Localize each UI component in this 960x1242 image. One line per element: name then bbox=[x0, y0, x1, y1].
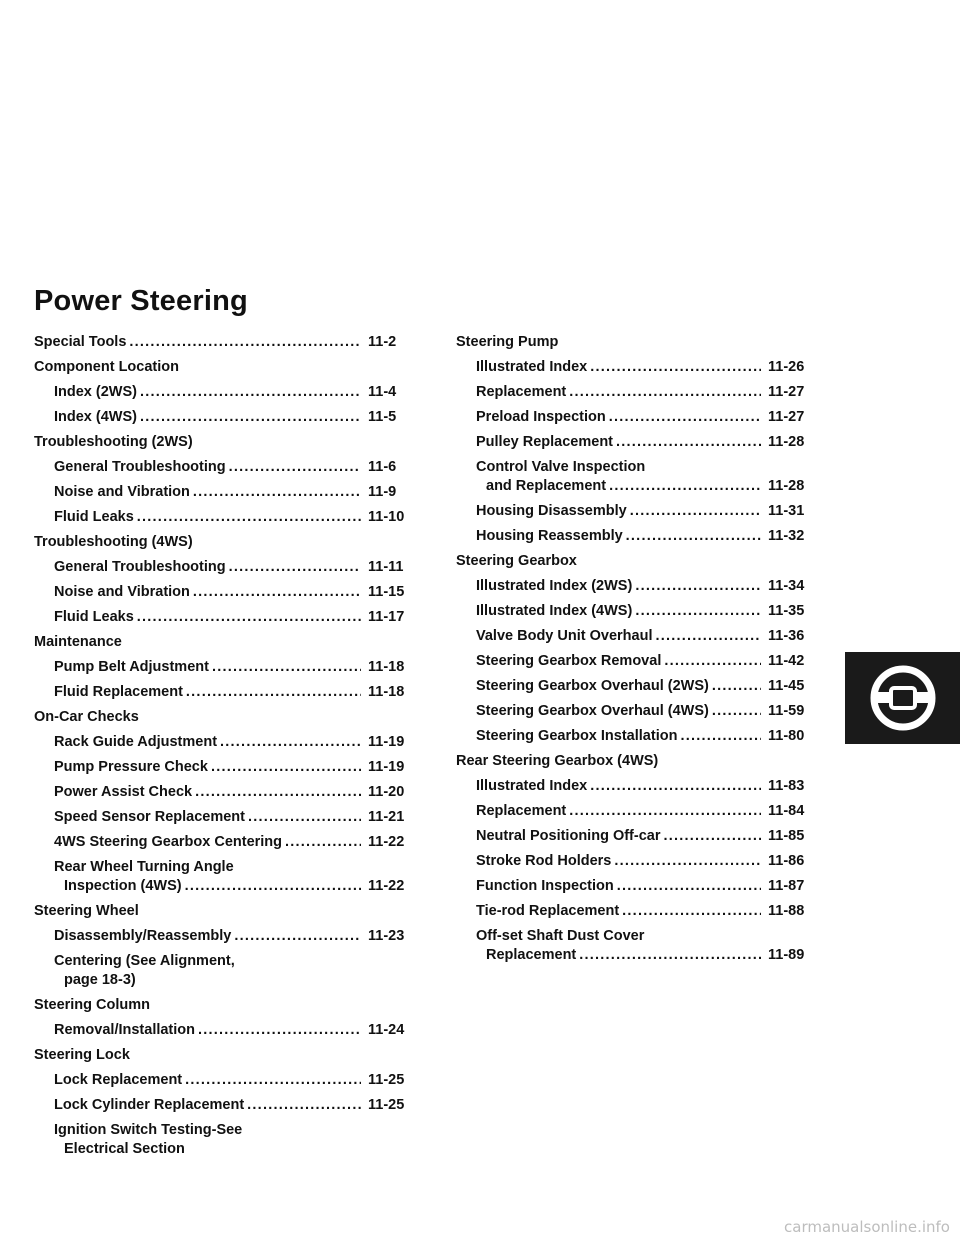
section-tab bbox=[845, 652, 960, 744]
toc-page-number: 11-27 bbox=[768, 409, 805, 425]
toc-entry bbox=[34, 833, 424, 852]
steering-wheel-icon bbox=[865, 662, 941, 734]
toc-section bbox=[34, 1046, 424, 1065]
dot-leader bbox=[680, 727, 761, 746]
toc-entry-text: Control Valve Inspection bbox=[476, 459, 646, 475]
dot-leader bbox=[186, 683, 361, 702]
toc-section-title: Steering Gearbox bbox=[456, 553, 577, 569]
dot-leader bbox=[712, 702, 761, 721]
toc-entry bbox=[34, 583, 424, 602]
dot-leader bbox=[622, 902, 761, 921]
toc-entry-text: 4WS Steering Gearbox Centering bbox=[54, 834, 283, 850]
toc-entry-text: Replacement bbox=[476, 803, 567, 819]
toc-entry bbox=[34, 733, 424, 752]
toc-entry-text: Lock Cylinder Replacement bbox=[54, 1097, 245, 1113]
toc-entry bbox=[456, 777, 824, 796]
toc-entry bbox=[34, 458, 424, 477]
dot-leader bbox=[220, 733, 361, 752]
toc-entry bbox=[34, 383, 424, 402]
toc-page-number: 11-28 bbox=[768, 434, 805, 450]
toc-entry bbox=[34, 508, 424, 527]
toc-section bbox=[34, 633, 424, 652]
toc-page-number: 11-15 bbox=[368, 584, 405, 600]
toc-entry-text: Fluid Leaks bbox=[54, 609, 134, 625]
toc-entry bbox=[34, 408, 424, 427]
toc-entry-text: and Replacement bbox=[486, 478, 607, 494]
toc-entry-text: Power Assist Check bbox=[54, 784, 193, 800]
toc-entry-text: Ignition Switch Testing-See bbox=[54, 1122, 243, 1138]
toc-entry-text: Steering Gearbox Overhaul (4WS) bbox=[476, 703, 709, 719]
toc-page-number: 11-19 bbox=[368, 759, 405, 775]
toc-page-number: 11-84 bbox=[768, 803, 805, 819]
toc-entry bbox=[456, 827, 824, 846]
toc-page-number: 11-83 bbox=[768, 778, 805, 794]
toc-entry bbox=[456, 627, 824, 646]
toc-entry-text: Tie-rod Replacement bbox=[476, 903, 620, 919]
dot-leader bbox=[193, 583, 361, 602]
toc-page-number: 11-17 bbox=[368, 609, 405, 625]
toc-entry bbox=[34, 658, 424, 677]
toc-right-column bbox=[456, 333, 824, 965]
dot-leader bbox=[579, 946, 761, 965]
toc-entry bbox=[456, 527, 824, 546]
toc-page-number: 11-89 bbox=[768, 947, 805, 963]
toc-entry-text: General Troubleshooting bbox=[54, 559, 226, 575]
toc-page-number: 11-5 bbox=[368, 409, 397, 425]
toc-section bbox=[34, 358, 424, 377]
toc-entry bbox=[34, 483, 424, 502]
toc-entry bbox=[456, 727, 824, 746]
dot-leader bbox=[569, 383, 761, 402]
dot-leader bbox=[137, 508, 361, 527]
dot-leader bbox=[185, 877, 361, 896]
toc-section-title: Troubleshooting (4WS) bbox=[34, 534, 193, 550]
dot-leader bbox=[211, 758, 361, 777]
dot-leader bbox=[664, 652, 761, 671]
toc-entry bbox=[456, 902, 824, 921]
toc-page-number: 11-88 bbox=[768, 903, 805, 919]
toc-entry bbox=[456, 702, 824, 721]
toc-entry-text: Off-set Shaft Dust Cover bbox=[476, 928, 645, 944]
toc-entry bbox=[456, 358, 824, 377]
dot-leader bbox=[655, 627, 761, 646]
toc-section-title: Rear Steering Gearbox (4WS) bbox=[456, 753, 659, 769]
dot-leader bbox=[569, 802, 761, 821]
toc-entry-text: Fluid Leaks bbox=[54, 509, 134, 525]
toc-entry-text: Rack Guide Adjustment bbox=[54, 734, 218, 750]
toc-page-number: 11-45 bbox=[768, 678, 805, 694]
dot-leader bbox=[635, 577, 761, 596]
toc-entry-text: Steering Gearbox Installation bbox=[476, 728, 678, 744]
toc-page-number: 11-59 bbox=[768, 703, 805, 719]
toc-section bbox=[456, 333, 824, 352]
toc-page-number: 11-18 bbox=[368, 659, 405, 675]
toc-section-title: Component Location bbox=[34, 359, 179, 375]
toc-page-number: 11-28 bbox=[768, 478, 805, 494]
toc-entry-text: Neutral Positioning Off-car bbox=[476, 828, 661, 844]
toc-section-title: Steering Pump bbox=[456, 334, 559, 350]
dot-leader bbox=[212, 658, 361, 677]
toc-entry bbox=[34, 858, 424, 896]
toc-entry-text: Illustrated Index (2WS) bbox=[476, 578, 633, 594]
toc-entry bbox=[34, 758, 424, 777]
toc-entry-text: Illustrated Index bbox=[476, 778, 588, 794]
toc-entry-text: Index (2WS) bbox=[54, 384, 137, 400]
toc-section-title: Troubleshooting (2WS) bbox=[34, 434, 193, 450]
toc-entry bbox=[456, 383, 824, 402]
dot-leader bbox=[247, 1096, 361, 1115]
dot-leader bbox=[712, 677, 761, 696]
toc-page-number: 11-80 bbox=[768, 728, 805, 744]
toc-page-number: 11-26 bbox=[768, 359, 805, 375]
toc-entry bbox=[34, 1071, 424, 1090]
toc-section bbox=[34, 902, 424, 921]
toc-section bbox=[456, 552, 824, 571]
dot-leader bbox=[137, 608, 361, 627]
toc-entry bbox=[34, 952, 424, 990]
toc-entry bbox=[456, 652, 824, 671]
toc-entry bbox=[456, 602, 824, 621]
toc-entry bbox=[34, 608, 424, 627]
toc-page-number: 11-25 bbox=[368, 1072, 405, 1088]
toc-section-title: On-Car Checks bbox=[34, 709, 139, 725]
toc-entry bbox=[34, 558, 424, 577]
toc-page-number: 11-32 bbox=[768, 528, 805, 544]
toc-entry bbox=[456, 433, 824, 452]
toc-entry-text: Centering (See Alignment, bbox=[54, 953, 235, 969]
toc-entry-text: Speed Sensor Replacement bbox=[54, 809, 245, 825]
toc-entry-text: Steering Gearbox Overhaul (2WS) bbox=[476, 678, 709, 694]
toc-entry bbox=[456, 408, 824, 427]
toc-page-number: 11-42 bbox=[768, 653, 805, 669]
toc-entry-text: Removal/Installation bbox=[54, 1022, 196, 1038]
toc-entry-text: Replacement bbox=[486, 947, 577, 963]
toc-entry bbox=[34, 683, 424, 702]
toc-entry bbox=[34, 927, 424, 946]
watermark: carmanualsonline.info bbox=[784, 1218, 950, 1236]
toc-entry-text: Housing Reassembly bbox=[476, 528, 623, 544]
toc-entry-text: Pump Pressure Check bbox=[54, 759, 208, 775]
toc-entry-text: Fluid Replacement bbox=[54, 684, 183, 700]
toc-section bbox=[34, 333, 424, 352]
toc-entry bbox=[456, 852, 824, 871]
toc-section-title: Steering Column bbox=[34, 997, 151, 1013]
dot-leader bbox=[630, 502, 761, 521]
toc-entry bbox=[34, 1121, 424, 1159]
dot-leader bbox=[626, 527, 761, 546]
dot-leader bbox=[617, 877, 761, 896]
dot-leader bbox=[229, 458, 361, 477]
toc-entry-text: General Troubleshooting bbox=[54, 459, 226, 475]
toc-page-number: 11-24 bbox=[368, 1022, 405, 1038]
toc-section-title: Special Tools bbox=[34, 334, 127, 350]
toc-section bbox=[34, 433, 424, 452]
toc-page-number: 11-11 bbox=[368, 559, 404, 575]
toc-entry-text: Illustrated Index bbox=[476, 359, 588, 375]
dot-leader bbox=[229, 558, 361, 577]
dot-leader bbox=[198, 1021, 361, 1040]
toc-page-number: 11-21 bbox=[368, 809, 405, 825]
page-title: Power Steering bbox=[34, 285, 248, 317]
toc-page-number: 11-19 bbox=[368, 734, 405, 750]
toc-section bbox=[456, 752, 824, 771]
dot-leader bbox=[140, 383, 361, 402]
dot-leader bbox=[664, 827, 762, 846]
toc-entry-text: Function Inspection bbox=[476, 878, 614, 894]
dot-leader bbox=[248, 808, 361, 827]
toc-entry-text: Rear Wheel Turning Angle bbox=[54, 859, 234, 875]
dot-leader bbox=[635, 602, 761, 621]
dot-leader bbox=[614, 852, 761, 871]
toc-entry bbox=[34, 783, 424, 802]
toc-entry-text: Valve Body Unit Overhaul bbox=[476, 628, 653, 644]
dot-leader bbox=[616, 433, 761, 452]
toc-entry-text: Replacement bbox=[476, 384, 567, 400]
toc-page-number: 11-22 bbox=[368, 878, 405, 894]
toc-entry-text: Index (4WS) bbox=[54, 409, 137, 425]
dot-leader bbox=[285, 833, 361, 852]
toc-page-number: 11-25 bbox=[368, 1097, 405, 1113]
toc-entry-text: Lock Replacement bbox=[54, 1072, 183, 1088]
toc-entry bbox=[456, 502, 824, 521]
toc-page-number: 11-9 bbox=[368, 484, 397, 500]
toc-page-number: 11-4 bbox=[368, 384, 397, 400]
toc-entry-text: Pump Belt Adjustment bbox=[54, 659, 209, 675]
toc-section bbox=[34, 996, 424, 1015]
toc-page-number: 11-6 bbox=[368, 459, 397, 475]
dot-leader bbox=[193, 483, 361, 502]
toc-page-number: 11-10 bbox=[368, 509, 405, 525]
toc-entry-text: Housing Disassembly bbox=[476, 503, 627, 519]
toc-entry bbox=[456, 458, 824, 496]
toc-section bbox=[34, 708, 424, 727]
toc-page-number: 11-20 bbox=[368, 784, 405, 800]
toc-entry-text: Illustrated Index (4WS) bbox=[476, 603, 633, 619]
toc-page-number: 11-23 bbox=[368, 928, 405, 944]
toc-entry-text: Disassembly/Reassembly bbox=[54, 928, 232, 944]
toc-entry bbox=[456, 877, 824, 896]
toc-page-number: 11-27 bbox=[768, 384, 805, 400]
toc-entry-text: Stroke Rod Holders bbox=[476, 853, 612, 869]
toc-entry-text: Electrical Section bbox=[64, 1141, 185, 1157]
toc-page-number: 11-2 bbox=[368, 334, 397, 350]
toc-entry bbox=[456, 927, 824, 965]
toc-page-number: 11-36 bbox=[768, 628, 805, 644]
dot-leader bbox=[590, 358, 761, 377]
toc-page-number: 11-18 bbox=[368, 684, 405, 700]
toc-page-number: 11-87 bbox=[768, 878, 805, 894]
toc-entry bbox=[34, 1021, 424, 1040]
toc-entry-text: Pulley Replacement bbox=[476, 434, 613, 450]
toc-entry-text: Steering Gearbox Removal bbox=[476, 653, 662, 669]
toc-entry-text: Noise and Vibration bbox=[54, 584, 190, 600]
dot-leader bbox=[590, 777, 761, 796]
dot-leader bbox=[234, 927, 361, 946]
dot-leader bbox=[195, 783, 361, 802]
toc-page-number: 11-85 bbox=[768, 828, 805, 844]
toc-entry bbox=[34, 1096, 424, 1115]
toc-page-number: 11-86 bbox=[768, 853, 805, 869]
toc-entry bbox=[34, 808, 424, 827]
toc-entry-text: Preload Inspection bbox=[476, 409, 606, 425]
toc-page-number: 11-22 bbox=[368, 834, 405, 850]
toc-section bbox=[34, 533, 424, 552]
toc-section-title: Maintenance bbox=[34, 634, 122, 650]
dot-leader bbox=[185, 1071, 361, 1090]
dot-leader bbox=[609, 477, 761, 496]
toc-page-number: 11-35 bbox=[768, 603, 805, 619]
toc-page-number: 11-34 bbox=[768, 578, 805, 594]
toc-entry-text: Inspection (4WS) bbox=[64, 878, 182, 894]
toc-entry bbox=[456, 577, 824, 596]
toc-entry bbox=[456, 802, 824, 821]
toc-section-title: Steering Lock bbox=[34, 1047, 130, 1063]
dot-leader bbox=[129, 333, 361, 352]
toc-entry-text: page 18-3) bbox=[64, 972, 136, 988]
toc-entry-text: Noise and Vibration bbox=[54, 484, 190, 500]
toc-left-column bbox=[34, 333, 424, 1159]
toc-entry bbox=[456, 677, 824, 696]
dot-leader bbox=[140, 408, 361, 427]
toc-section-title: Steering Wheel bbox=[34, 903, 139, 919]
toc-page-number: 11-31 bbox=[768, 503, 805, 519]
dot-leader bbox=[609, 408, 761, 427]
